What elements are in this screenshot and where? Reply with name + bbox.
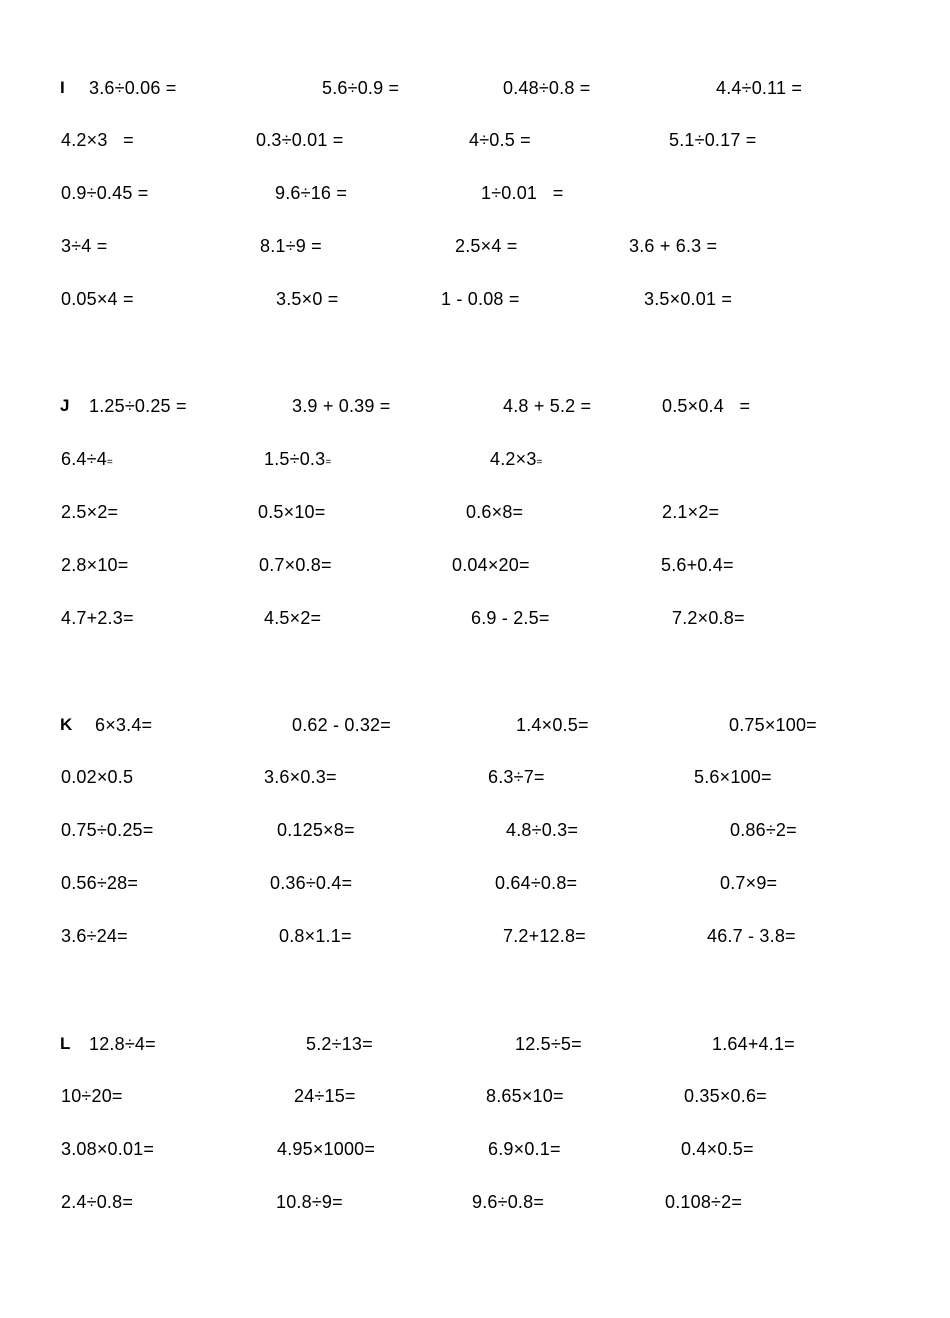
problem-expression: 6.4÷4: [61, 449, 107, 469]
section-marker-j: J: [60, 396, 70, 415]
problem-expression: 1.5÷0.3: [264, 449, 326, 469]
problem: 0.5×0.4 =: [662, 396, 751, 416]
problem: 6.9 - 2.5=: [471, 608, 550, 628]
problem: 3.08×0.01=: [61, 1139, 155, 1159]
problem: 4.8÷0.3=: [506, 820, 579, 840]
problem: 0.86÷2=: [730, 820, 797, 840]
section-i-row-5: [0, 284, 950, 314]
problem: 0.4×0.5=: [681, 1139, 754, 1159]
problem: 4.5×2=: [264, 608, 322, 628]
section-i-row-1: [0, 73, 950, 103]
problem: 0.35×0.6=: [684, 1086, 767, 1106]
problem: 4.8 + 5.2 =: [503, 396, 592, 416]
problem: 3.5×0.01 =: [644, 289, 733, 309]
problem: 10.8÷9=: [276, 1192, 343, 1212]
problem: 0.7×0.8=: [259, 555, 332, 575]
problem: 7.2+12.8=: [503, 926, 586, 946]
section-l-row-2: [0, 1081, 950, 1111]
section-k-row-1: [0, 710, 950, 740]
section-k-row-3: [0, 815, 950, 845]
problem: 3.6×0.3=: [264, 767, 337, 787]
problem: 1.25÷0.25 =: [89, 396, 187, 416]
problem: 4÷0.5 =: [469, 130, 531, 150]
problem: 5.2÷13=: [306, 1034, 373, 1054]
problem: 6×3.4=: [95, 715, 153, 735]
problem: 0.6×8=: [466, 502, 524, 522]
problem: 1.64+4.1=: [712, 1034, 795, 1054]
problem: 5.6+0.4=: [661, 555, 734, 575]
problem: 0.5×10=: [258, 502, 326, 522]
problem: 0.3÷0.01 =: [256, 130, 344, 150]
problem: 0.8×1.1=: [279, 926, 352, 946]
problem-with-small-equals: [490, 444, 543, 478]
problem: 4.4÷0.11 =: [716, 78, 803, 98]
problem: 46.7 - 3.8=: [707, 926, 796, 946]
problem: 1÷0.01 =: [481, 183, 564, 203]
small-equals-sign: =: [536, 457, 543, 468]
section-marker-l: L: [60, 1034, 71, 1053]
problem: 0.108÷2=: [665, 1192, 743, 1212]
section-j-row-5: [0, 603, 950, 633]
problem: 0.125×8=: [277, 820, 355, 840]
problem: 5.1÷0.17 =: [669, 130, 757, 150]
problem: 0.62 - 0.32=: [292, 715, 391, 735]
problem: 2.5×4 =: [455, 236, 518, 256]
problem-with-small-equals: [61, 444, 113, 478]
problem: 6.9×0.1=: [488, 1139, 561, 1159]
problem: 12.5÷5=: [515, 1034, 582, 1054]
section-j-row-4: [0, 550, 950, 580]
problem: 8.65×10=: [486, 1086, 564, 1106]
problem: 2.8×10=: [61, 555, 129, 575]
problem: 5.6÷0.9 =: [322, 78, 400, 98]
problem-expression: 4.2×3: [490, 449, 537, 469]
section-marker-i: I: [60, 78, 65, 97]
section-i-row-2: [0, 125, 950, 155]
problem: 0.05×4 =: [61, 289, 134, 309]
section-i-row-3: [0, 178, 950, 208]
section-j-row-1: [0, 391, 950, 421]
problem: 9.6÷16 =: [275, 183, 348, 203]
problem: 0.04×20=: [452, 555, 530, 575]
problem: 2.5×2=: [61, 502, 119, 522]
section-l-row-1: [0, 1029, 950, 1059]
section-j-row-2: [0, 444, 950, 474]
section-l-row-4: [0, 1187, 950, 1217]
section-i-row-4: [0, 231, 950, 261]
problem: 3÷4 =: [61, 236, 108, 256]
problem: 0.02×0.5: [61, 767, 134, 787]
problem: 9.6÷0.8=: [472, 1192, 545, 1212]
problem: 0.64÷0.8=: [495, 873, 578, 893]
section-l-row-3: [0, 1134, 950, 1164]
problem: 3.9 + 0.39 =: [292, 396, 391, 416]
section-k-row-2: [0, 762, 950, 792]
problem: 1 - 0.08 =: [441, 289, 520, 309]
problem: 3.6 + 6.3 =: [629, 236, 718, 256]
problem: 5.6×100=: [694, 767, 772, 787]
problem: 3.5×0 =: [276, 289, 339, 309]
problem: 0.56÷28=: [61, 873, 139, 893]
problem: 0.9÷0.45 =: [61, 183, 149, 203]
section-k-row-5: [0, 921, 950, 951]
problem: 4.7+2.3=: [61, 608, 134, 628]
problem: 3.6÷24=: [61, 926, 128, 946]
small-equals-sign: =: [325, 457, 332, 468]
problem: 3.6÷0.06 =: [89, 78, 177, 98]
problem-with-small-equals: [264, 444, 331, 478]
problem: 4.95×1000=: [277, 1139, 376, 1159]
problem: 0.75×100=: [729, 715, 817, 735]
problem: 2.4÷0.8=: [61, 1192, 134, 1212]
problem: 24÷15=: [294, 1086, 356, 1106]
section-k-row-4: [0, 868, 950, 898]
problem: 6.3÷7=: [488, 767, 545, 787]
problem: 10÷20=: [61, 1086, 123, 1106]
section-j-row-3: [0, 497, 950, 527]
problem: 0.75÷0.25=: [61, 820, 154, 840]
problem: 4.2×3 =: [61, 130, 134, 150]
problem: 0.48÷0.8 =: [503, 78, 591, 98]
problem: 7.2×0.8=: [672, 608, 745, 628]
problem: 2.1×2=: [662, 502, 720, 522]
problem: 1.4×0.5=: [516, 715, 589, 735]
problem: 0.7×9=: [720, 873, 778, 893]
problem: 12.8÷4=: [89, 1034, 156, 1054]
problem: 8.1÷9 =: [260, 236, 322, 256]
small-equals-sign: =: [106, 457, 113, 468]
section-marker-k: K: [60, 715, 73, 734]
problem: 0.36÷0.4=: [270, 873, 353, 893]
